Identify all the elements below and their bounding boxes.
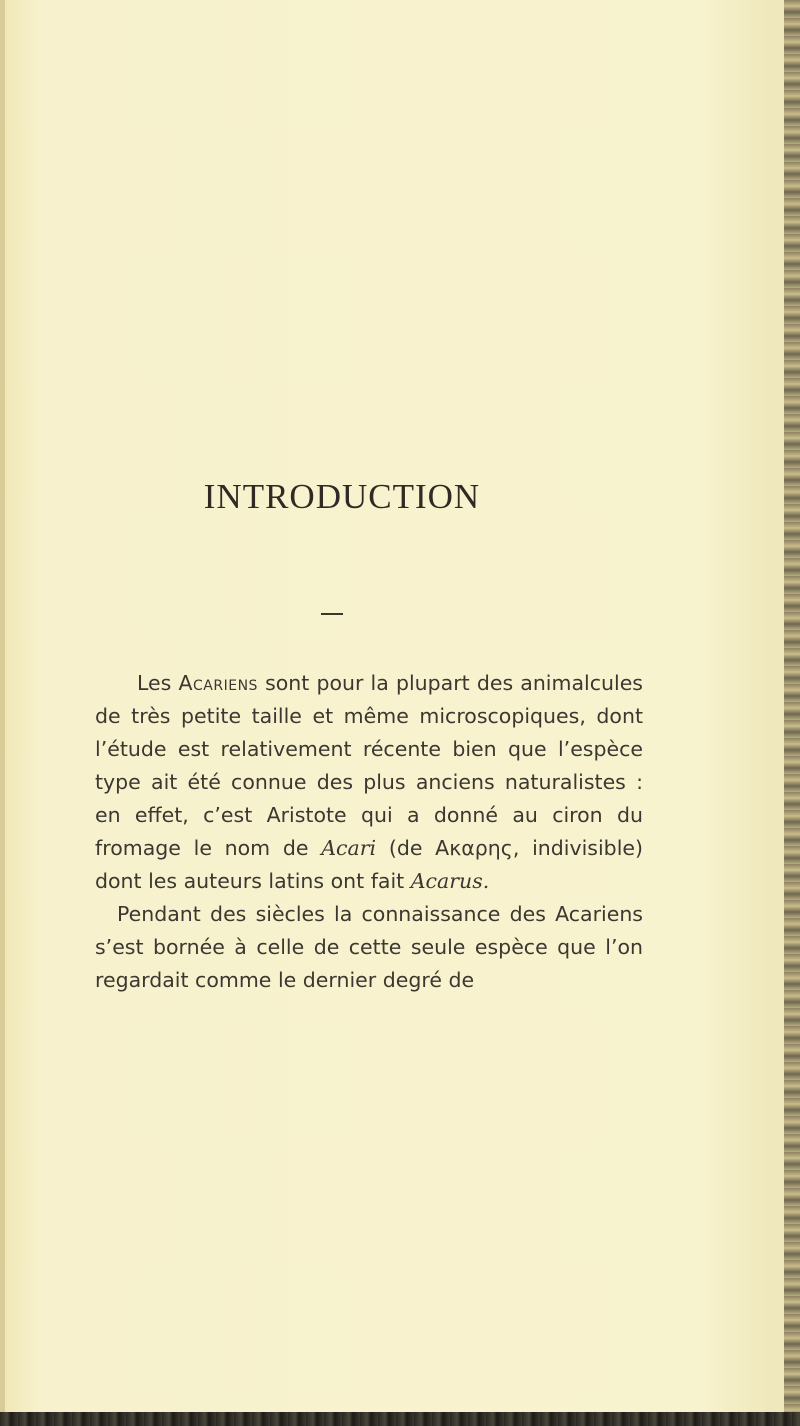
book-bottom-edge (0, 1412, 800, 1426)
smallcaps-term: Acariens (178, 671, 258, 695)
paragraph-1-middle: sont pour la plupart des animalcules de très petite taille et même microscopiques, dont l’étude est relativement récente bien que l’espèce type ait été connue des plus anciens naturalistes : en effet, c’est Aristote qui a donné au ciron du fromage le nom de (95, 671, 643, 860)
italic-term-acari: Acari (321, 836, 377, 860)
paragraph-1-start: Les (137, 671, 179, 695)
page-left-edge (0, 0, 5, 1426)
paragraph-1-end: (de Ακαρης, indivisible) dont les auteurs latins ont fait (95, 836, 643, 893)
paragraph-1 (95, 667, 643, 898)
chapter-heading: INTRODUCTION (203, 477, 481, 516)
body-text (95, 667, 643, 997)
paragraph-2: Pendant des siècles la connaissance des Acariens s’est bornée à celle de cette seule espèce que l’on regardait comme le dernier degré de (95, 902, 643, 992)
italic-term-acarus: Acarus. (410, 869, 490, 893)
heading-separator (321, 613, 343, 615)
book-binding-edge (784, 0, 800, 1426)
